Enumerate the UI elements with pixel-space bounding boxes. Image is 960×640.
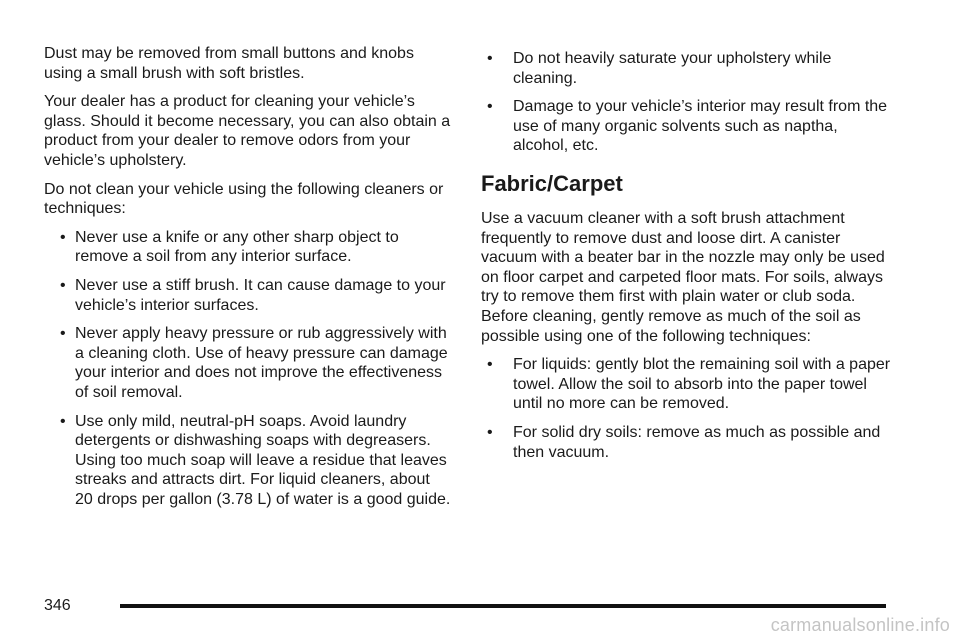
paragraph-dealer-products: Your dealer has a product for cleaning your vehicle’s glass. Should it become necessary, you can also obtain a product from your dealer to remove odors from your vehicle’s upholstery. [44,93,451,169]
cleaning-warnings-list [44,228,452,510]
list-item [481,355,896,414]
list-item [481,423,896,462]
page-number: 346 [44,597,71,614]
list-item [44,228,452,267]
bullet-glyph: • [487,423,493,441]
right-column [481,44,896,471]
list-item [481,49,896,88]
list-item-text: Do not heavily saturate your upholstery while cleaning. [513,50,832,87]
soil-techniques-list [481,355,896,462]
upholstery-warnings-list [481,49,896,156]
left-column [44,44,452,518]
bullet-glyph: • [60,276,66,294]
list-item [44,324,452,402]
list-item-text: Never apply heavy pressure or rub aggressively with a cleaning cloth. Use of heavy pressure can damage your interior and does not improve the effectiveness of soil removal. [75,325,448,401]
bullet-glyph: • [487,50,493,67]
list-item [44,412,452,510]
bullet-glyph: • [487,98,493,116]
bullet-glyph: • [60,325,66,343]
list-item-text: Never use a stiff brush. It can cause damage to your vehicle’s interior surfaces. [75,276,446,314]
paragraph-small-buttons: Dust may be removed from small buttons and knobs using a small brush with soft bristles. [44,45,414,82]
list-item-text: Never use a knife or any other sharp object to remove a soil from any interior surface. [75,228,399,266]
list-item-text: Use only mild, neutral-pH soaps. Avoid laundry detergents or dishwashing soaps with degreasers. Using too much soap will leave a residue that leaves streaks and attracts dirt. For liquid cleaners, about 20 drops per gallon (3.78 L) of water is a good guide. [75,412,451,508]
list-item-text: For solid dry soils: remove as much as possible and then vacuum. [513,423,881,461]
list-item [481,97,896,156]
list-item [44,276,452,315]
list-item-text: For liquids: gently blot the remaining soil with a paper towel. Allow the soil to absorb into the paper towel until no more can be removed. [513,356,891,413]
list-item-text: Damage to your vehicle’s interior may result from the use of many organic solvents such as naptha, alcohol, etc. [513,98,888,155]
paragraph-fabric-carpet: Use a vacuum cleaner with a soft brush attachment frequently to remove dust and loose dirt. A canister vacuum with a beater bar in the nozzle may only be used on floor carpet and carpeted floor mats. For soils, always try to remove them first with plain water or club soda. Before cleaning, gently remove as much of the soil as possible using one of the following techniques: [481,209,885,345]
watermark-text: carmanualsonline.info [770,615,950,635]
section-heading-fabric-carpet: Fabric/Carpet [481,170,623,196]
footer-divider [120,604,886,608]
paragraph-do-not-clean: Do not clean your vehicle using the following cleaners or techniques: [44,180,444,218]
bullet-glyph: • [60,412,66,430]
bullet-glyph: • [487,356,493,374]
bullet-glyph: • [60,228,66,246]
